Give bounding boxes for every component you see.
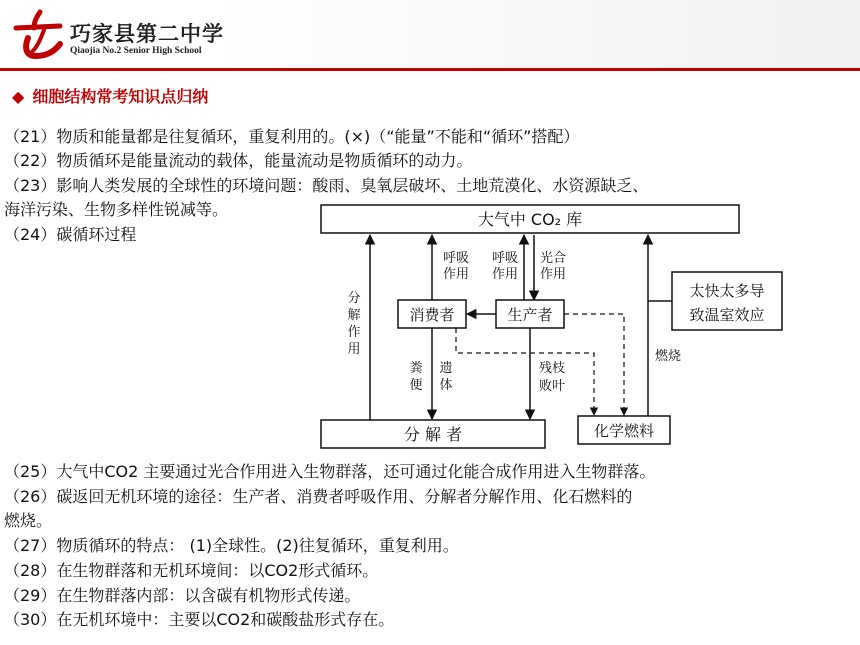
remains-char-2: 体 (439, 378, 453, 393)
text-line-28: （28）在生物群落和无机环境间：以CO2形式循环。 (4, 561, 379, 580)
respiration2-line-2: 作用 (491, 267, 519, 282)
decomposer-label: 分 解 者 (403, 425, 463, 444)
text-line-25: （25）大气中CO2 主要通过光合作用进入生物群落，还可通过化能合成作用进入生物群落。 (4, 462, 656, 481)
text-line-23: （23）影响人类发展的全球性的环境问题：酸雨、臭氧层破坏、土地荒漠化、水资源缺乏、 (4, 176, 649, 195)
header-divider (0, 68, 860, 71)
decomposition-char-1: 分 (347, 291, 361, 306)
text-line-21: （21）物质和能量都是往复循环，重复利用的。(×)（“能量”不能和“循环”搭配） (4, 127, 580, 146)
text-line-26-cont: 燃烧。 (4, 511, 53, 530)
school-name-cn: 巧家县第二中学 (70, 22, 224, 46)
greenhouse-line-2: 致温室效应 (689, 306, 765, 324)
producer-label: 生产者 (507, 306, 553, 324)
burning-label: 燃烧 (654, 349, 682, 364)
decomposition-char-4: 用 (347, 342, 361, 357)
feces-char-2: 便 (409, 378, 423, 393)
litter-line-1: 残枝 (538, 361, 566, 376)
carbon-cycle-diagram (316, 200, 786, 455)
text-line-23-cont: 海洋污染、生物多样性锐减等。 (4, 200, 229, 219)
respiration1-line-2: 作用 (442, 267, 470, 282)
respiration2-line-1: 呼吸 (491, 251, 519, 266)
decomposition-char-2: 解 (347, 308, 361, 323)
diamond-bullet-icon: ◆ (12, 87, 25, 106)
text-line-26: （26）碳返回无机环境的途径：生产者、消费者呼吸作用、分解者分解作用、化石燃料的 (4, 487, 633, 506)
remains-char-1: 遗 (439, 361, 453, 376)
consumer-to-fuel-dashed-arrow (456, 328, 594, 415)
consumer-label: 消费者 (409, 306, 455, 324)
feces-char-1: 粪 (409, 361, 423, 376)
text-line-24: （24）碳循环过程 (4, 225, 137, 244)
photosynthesis-line-2: 作用 (539, 267, 567, 282)
school-logo-icon (10, 8, 66, 62)
school-name-en: Qiaojia No.2 Senior High School (70, 46, 202, 56)
text-line-30: （30）在无机环境中：主要以CO2和碳酸盐形式存在。 (4, 610, 395, 629)
text-line-22: （22）物质循环是能量流动的载体，能量流动是物质循环的动力。 (4, 151, 473, 170)
atmosphere-co2-label: 大气中 CO₂ 库 (477, 210, 583, 229)
decomposition-char-3: 作 (347, 325, 361, 340)
greenhouse-line-1: 太快太多导 (689, 282, 765, 300)
page-header (0, 0, 860, 76)
section-title-text: 细胞结构常考知识点归纳 (32, 87, 209, 106)
photosynthesis-line-1: 光合 (539, 251, 567, 266)
header-band (210, 0, 860, 68)
text-line-29: （29）在生物群落内部：以含碳有机物形式传递。 (4, 586, 361, 605)
section-title (12, 84, 208, 107)
litter-line-2: 败叶 (538, 379, 566, 394)
respiration1-line-1: 呼吸 (442, 251, 470, 266)
fossil-fuel-label: 化学燃料 (593, 422, 655, 440)
text-line-27: （27）物质循环的特点： (1)全球性。(2)往复循环，重复利用。 (4, 536, 459, 555)
